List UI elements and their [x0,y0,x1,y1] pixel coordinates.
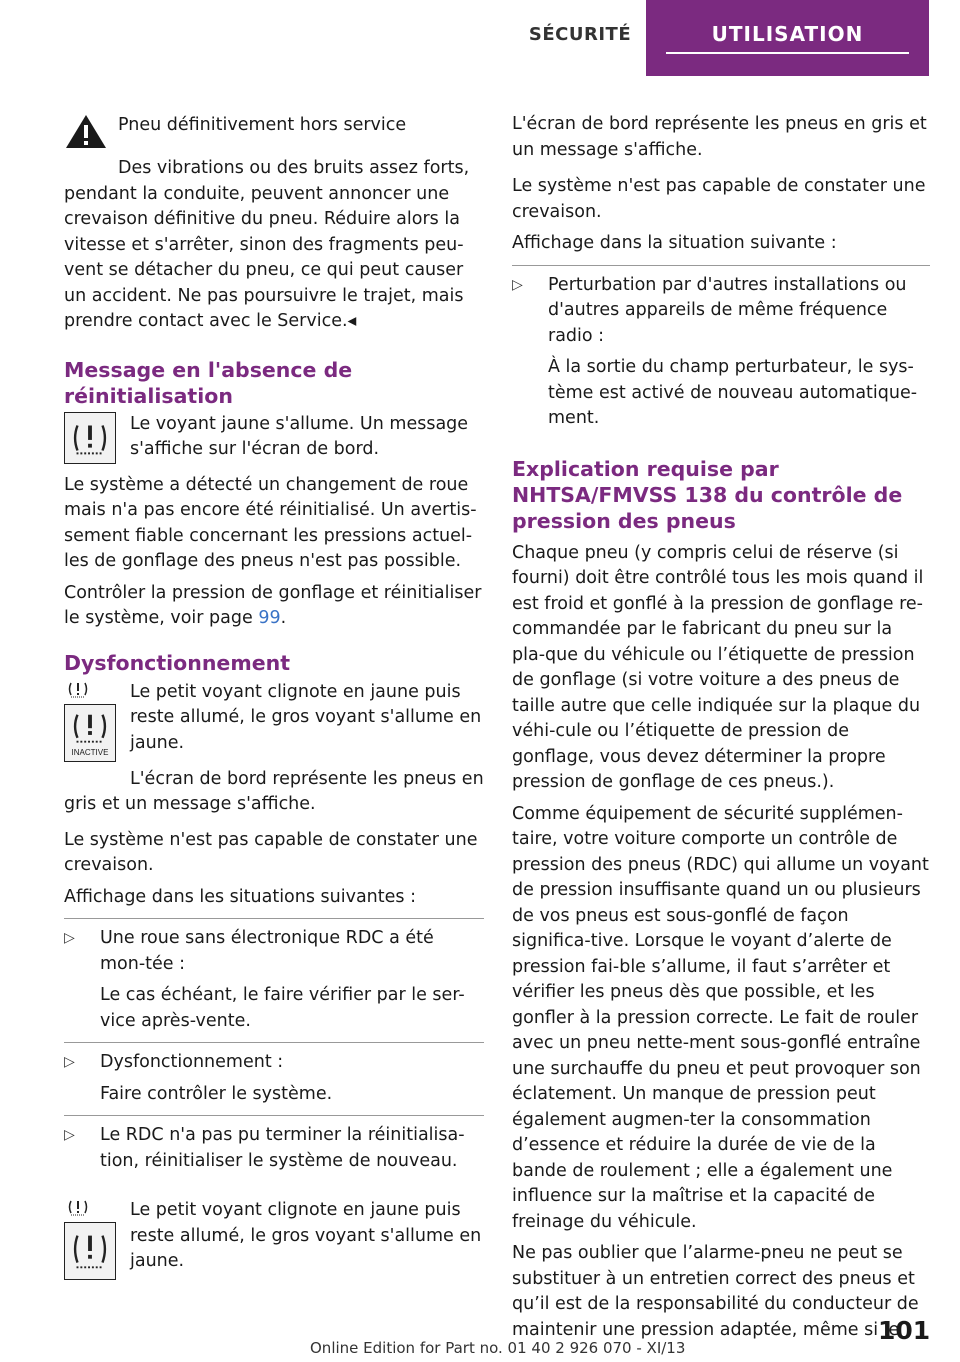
malfunction-lamp-row [64,680,484,762]
bullet-triangle-icon: ▷ [64,1054,75,1070]
bullet-separator [512,265,930,266]
heading-reset: Message en l'absence de réinitialisation [64,357,353,408]
right-paragraph-2: Le système n'est pas capable de constater une crevaison. [512,176,926,222]
reset-lamp-row [64,412,484,464]
list-item [64,1050,484,1107]
small-tire-warning-icon [66,680,90,700]
reset-p2-suffix: . [280,608,287,628]
heading-nhtsa: Explication requise par NHTSA/FMVSS 138 du contrôle de pression des pneus [512,456,903,533]
left-column [64,112,484,1280]
right-paragraph-5: Comme équipement de sécurité supplémen-taire, votre voiture comporte un contrôle de pression des pneus (RDC) qui allume un voyant de pression insuffisante quand un ou plusieurs de vos pneus est sous-gonflé de façon significa-tive. Lorsque le voyant d’alerte de pression fai-ble s’allume, il faut s’arrêter et vérifier les pneus dès que possible, et les gonfler à la pression correcte. Le fait de rouler avec un pneu nette-ment sous-gonflé entraîne une surchauffe du pneu et peut provoquer son éclatement. Un manque de pression peut également augmen-ter la consommation d’essence et réduire la durée de vie de la bande de roulement ; elle a également une influence sur la maîtrise et la capacité de freinage du véhicule. [512,803,929,1232]
bullet-subtext: Faire contrôler le système. [100,1083,333,1104]
malfunction-display-text: L'écran de bord représente les pneus en gris et un message s'affiche. [64,768,484,814]
bullet-triangle-icon: ▷ [64,930,75,946]
chapter-underline [666,52,909,54]
malfunction-lamp-text: Le petit voyant clignote en jaune puis reste allumé, le gros voyant s'allume en jaune. [130,681,482,753]
right-paragraph-4: Chaque pneu (y compris celui de réserve (si fourni) doit être contrôlé tous les mois quand il est froid et gonflé à la pression de gonflage re-commandée par le fabricant du pneu sur la pla-que du véhicule ou l’étiquette de pression de gonflage (si votre voiture a des pneus de taille autre que celle indiquée sur la plaque du véhi-cule ou l’étiquette de pression de gonflage, vous devez déterminer la propre pression de gonflage de ces pneus.). [512,542,924,792]
small-tire-warning-icon [66,1198,90,1218]
page-link-99[interactable]: 99 [258,608,281,628]
reset-lamp-text: Le voyant jaune s'allume. Un message s'affiche sur l'écran de bord. [130,413,469,459]
heading-malfunction: Dysfonctionnement [64,650,290,675]
malfunction2-lamp-row [64,1198,484,1280]
bullet-separator [64,918,484,919]
bullet-subtext: Le cas échéant, le faire vérifier par le ser-vice après-vente. [100,985,465,1031]
reset-paragraph-2 [64,581,484,632]
list-item [64,926,484,1034]
bullet-triangle-icon: ▷ [64,1127,75,1143]
inactive-label: INACTIVE [71,747,109,757]
list-item [64,1123,484,1174]
malfunction2-lamp-text: Le petit voyant clignote en jaune puis reste allumé, le gros voyant s'allume en jaune. [130,1200,482,1271]
edition-footer: Online Edition for Part no. 01 40 2 926 070 - XI/13 [310,1339,686,1357]
bullet-separator [64,1042,484,1043]
reset-paragraph-1: Le système a détecté un changement de roue mais n'a pas encore été réinitialisé. Un avertis-sement fiable concernant les pressions actuel-les de gonflage des pneus n'est pas possible. [64,474,477,571]
warning-body: Des vibrations ou des bruits assez forts, pendant la conduite, peuvent annoncer une crevaison définitive du pneu. Réduire alors la vitesse et s'arrêter, sinon des fragments peu-vent se détacher du pneu, ce qui peut causer un accident. Ne pas poursuivre le trajet, mais prendre contact avec le Service.◂ [64,158,470,331]
malfunction-paragraph-2: Affichage dans les situations suivantes : [64,886,416,907]
section-tab-securite[interactable]: SÉCURITÉ [528,24,632,45]
bullet-text: Une roue sans électronique RDC a été mon-tée : [100,928,434,974]
chapter-label: UTILISATION [711,22,864,46]
bullet-subtext: À la sortie du champ perturbateur, le sys-tème est activé de nouveau automatique-ment. [548,357,918,428]
tire-pressure-warning-icon [64,1222,116,1280]
right-column [512,112,930,1343]
right-paragraph-6: Ne pas oublier que l’alarme-pneu ne peut se substituer à un entretien correct des pneus et qu’il est de la responsabilité du conducteur de maintenir une pression adaptée, même si le [512,1243,919,1340]
warning-block [64,112,484,150]
warning-title: Pneu définitivement hors service [118,115,407,135]
bullet-separator [64,1115,484,1116]
right-paragraph-3: Affichage dans la situation suivante : [512,233,837,253]
bullet-text: Le RDC n'a pas pu terminer la réinitialisa-tion, réinitialiser le système de nouveau. [100,1125,465,1171]
right-paragraph-1: L'écran de bord représente les pneus en gris et un message s'affiche. [512,114,927,160]
inactive-lamp [64,704,116,762]
warning-triangle-icon [64,112,108,150]
malfunction-paragraph-1: Le système n'est pas capable de constater une crevaison. [64,829,478,875]
list-item [512,273,930,432]
tire-pressure-warning-icon [64,412,116,464]
bullet-text: Perturbation par d'autres installations ou d'autres appareils de même fréquence radio : [548,274,907,346]
chapter-tab-utilisation[interactable] [646,0,929,76]
reset-p2-text: Contrôler la pression de gonflage et réinitialiser le système, voir page [64,582,482,628]
bullet-triangle-icon: ▷ [512,276,523,293]
page-number: 101 [878,1316,931,1345]
bullet-text: Dysfonctionnement : [100,1052,284,1072]
